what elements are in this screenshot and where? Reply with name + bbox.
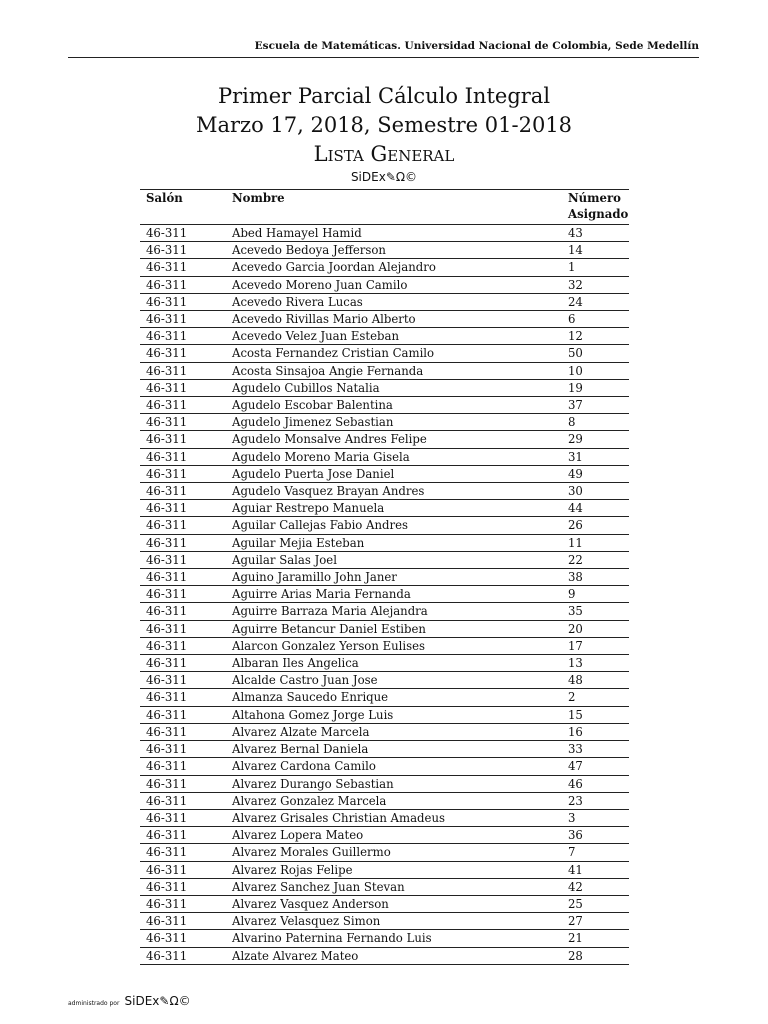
cell-numero: 29 — [562, 431, 629, 448]
cell-nombre: Alvarez Morales Guillermo — [226, 844, 562, 861]
cell-numero: 26 — [562, 517, 629, 534]
cell-salon: 46-311 — [140, 878, 226, 895]
cell-numero: 11 — [562, 534, 629, 551]
cell-nombre: Alvarino Paternina Fernando Luis — [226, 930, 562, 947]
table-row — [140, 414, 629, 431]
cell-nombre: Acosta Sinsajoa Angie Fernanda — [226, 362, 562, 379]
cell-salon: 46-311 — [140, 242, 226, 259]
table-row — [140, 741, 629, 758]
table-row — [140, 706, 629, 723]
table-row — [140, 758, 629, 775]
table-row — [140, 397, 629, 414]
cell-nombre: Agudelo Escobar Balentina — [226, 397, 562, 414]
cell-salon: 46-311 — [140, 792, 226, 809]
table-row — [140, 293, 629, 310]
table-row — [140, 827, 629, 844]
table-row — [140, 362, 629, 379]
cell-numero: 46 — [562, 775, 629, 792]
table-row — [140, 276, 629, 293]
table-row — [140, 861, 629, 878]
cell-salon: 46-311 — [140, 775, 226, 792]
table-row — [140, 311, 629, 328]
cell-numero: 44 — [562, 500, 629, 517]
cell-numero: 12 — [562, 328, 629, 345]
header-numero: Número Asignado — [568, 191, 629, 221]
page-footer — [68, 990, 191, 1009]
cell-numero: 16 — [562, 723, 629, 740]
cell-nombre: Acevedo Bedoya Jefferson — [226, 242, 562, 259]
cell-numero: 37 — [562, 397, 629, 414]
sidex-logo: SiDEx✎Ω© — [350, 170, 418, 184]
cell-numero: 22 — [562, 551, 629, 568]
cell-nombre: Alvarez Cardona Camilo — [226, 758, 562, 775]
cell-nombre: Aguilar Salas Joel — [226, 551, 562, 568]
cell-numero: 6 — [562, 311, 629, 328]
table-row — [140, 379, 629, 396]
table-row — [140, 913, 629, 930]
cell-salon: 46-311 — [140, 328, 226, 345]
cell-nombre: Aguiar Restrepo Manuela — [226, 500, 562, 517]
header-salon: Salón — [146, 191, 183, 205]
cell-nombre: Acevedo Rivillas Mario Alberto — [226, 311, 562, 328]
cell-salon: 46-311 — [140, 930, 226, 947]
cell-nombre: Acevedo Velez Juan Esteban — [226, 328, 562, 345]
table-row — [140, 723, 629, 740]
cell-numero: 2 — [562, 689, 629, 706]
cell-salon: 46-311 — [140, 569, 226, 586]
table-row — [140, 878, 629, 895]
cell-salon: 46-311 — [140, 689, 226, 706]
cell-nombre: Abed Hamayel Hamid — [226, 225, 562, 242]
cell-nombre: Acevedo Rivera Lucas — [226, 293, 562, 310]
cell-nombre: Aguino Jaramillo John Janer — [226, 569, 562, 586]
cell-salon: 46-311 — [140, 345, 226, 362]
cell-salon: 46-311 — [140, 259, 226, 276]
cell-numero: 31 — [562, 448, 629, 465]
cell-nombre: Agudelo Vasquez Brayan Andres — [226, 483, 562, 500]
cell-salon: 46-311 — [140, 500, 226, 517]
table-row — [140, 586, 629, 603]
cell-nombre: Acevedo Moreno Juan Camilo — [226, 276, 562, 293]
cell-nombre: Alvarez Velasquez Simon — [226, 913, 562, 930]
cell-salon: 46-311 — [140, 534, 226, 551]
cell-nombre: Alvarez Grisales Christian Amadeus — [226, 809, 562, 826]
cell-nombre: Agudelo Monsalve Andres Felipe — [226, 431, 562, 448]
cell-numero: 43 — [562, 225, 629, 242]
table-row — [140, 551, 629, 568]
footer-brand: SiDEx✎Ω© — [124, 994, 191, 1008]
cell-salon: 46-311 — [140, 276, 226, 293]
cell-salon: 46-311 — [140, 758, 226, 775]
table-row — [140, 259, 629, 276]
cell-numero: 19 — [562, 379, 629, 396]
title-block — [140, 82, 628, 184]
cell-nombre: Acevedo Garcia Joordan Alejandro — [226, 259, 562, 276]
cell-numero: 49 — [562, 465, 629, 482]
cell-numero: 28 — [562, 947, 629, 964]
cell-numero: 47 — [562, 758, 629, 775]
cell-nombre: Alvarez Rojas Felipe — [226, 861, 562, 878]
exam-title: Primer Parcial Cálculo Integral — [217, 84, 551, 108]
cell-salon: 46-311 — [140, 895, 226, 912]
table-row — [140, 569, 629, 586]
table-row — [140, 844, 629, 861]
cell-numero: 15 — [562, 706, 629, 723]
cell-nombre: Aguirre Barraza Maria Alejandra — [226, 603, 562, 620]
cell-nombre: Altahona Gomez Jorge Luis — [226, 706, 562, 723]
cell-nombre: Alvarez Sanchez Juan Stevan — [226, 878, 562, 895]
table-row — [140, 637, 629, 654]
table-row — [140, 465, 629, 482]
cell-nombre: Albaran Iles Angelica — [226, 655, 562, 672]
cell-nombre: Alvarez Gonzalez Marcela — [226, 792, 562, 809]
table-row — [140, 689, 629, 706]
cell-numero: 14 — [562, 242, 629, 259]
cell-salon: 46-311 — [140, 431, 226, 448]
cell-numero: 17 — [562, 637, 629, 654]
cell-numero: 20 — [562, 620, 629, 637]
table-header-row — [140, 190, 629, 225]
cell-numero: 30 — [562, 483, 629, 500]
cell-numero: 27 — [562, 913, 629, 930]
table-row — [140, 672, 629, 689]
cell-numero: 3 — [562, 809, 629, 826]
cell-nombre: Alarcon Gonzalez Yerson Eulises — [226, 637, 562, 654]
table-row — [140, 500, 629, 517]
cell-nombre: Agudelo Cubillos Natalia — [226, 379, 562, 396]
cell-numero: 41 — [562, 861, 629, 878]
cell-salon: 46-311 — [140, 620, 226, 637]
cell-salon: 46-311 — [140, 861, 226, 878]
cell-salon: 46-311 — [140, 706, 226, 723]
cell-numero: 48 — [562, 672, 629, 689]
cell-numero: 35 — [562, 603, 629, 620]
cell-salon: 46-311 — [140, 947, 226, 964]
cell-nombre: Agudelo Jimenez Sebastian — [226, 414, 562, 431]
cell-salon: 46-311 — [140, 844, 226, 861]
list-title: Lista General — [313, 142, 455, 166]
cell-nombre: Alvarez Alzate Marcela — [226, 723, 562, 740]
cell-salon: 46-311 — [140, 483, 226, 500]
cell-salon: 46-311 — [140, 655, 226, 672]
table-row — [140, 517, 629, 534]
cell-nombre: Aguilar Mejia Esteban — [226, 534, 562, 551]
table-row — [140, 242, 629, 259]
exam-date: Marzo 17, 2018, Semestre 01-2018 — [195, 113, 573, 137]
cell-numero: 13 — [562, 655, 629, 672]
cell-numero: 33 — [562, 741, 629, 758]
cell-nombre: Alcalde Castro Juan Jose — [226, 672, 562, 689]
cell-numero: 7 — [562, 844, 629, 861]
cell-salon: 46-311 — [140, 414, 226, 431]
cell-nombre: Aguirre Arias Maria Fernanda — [226, 586, 562, 603]
cell-numero: 24 — [562, 293, 629, 310]
header-nombre: Nombre — [232, 191, 285, 205]
table-row — [140, 328, 629, 345]
cell-salon: 46-311 — [140, 517, 226, 534]
cell-salon: 46-311 — [140, 311, 226, 328]
cell-nombre: Aguilar Callejas Fabio Andres — [226, 517, 562, 534]
cell-nombre: Aguirre Betancur Daniel Estiben — [226, 620, 562, 637]
table-row — [140, 483, 629, 500]
cell-salon: 46-311 — [140, 603, 226, 620]
cell-numero: 38 — [562, 569, 629, 586]
cell-salon: 46-311 — [140, 551, 226, 568]
cell-salon: 46-311 — [140, 741, 226, 758]
cell-nombre: Acosta Fernandez Cristian Camilo — [226, 345, 562, 362]
cell-salon: 46-311 — [140, 913, 226, 930]
cell-nombre: Agudelo Moreno Maria Gisela — [226, 448, 562, 465]
cell-nombre: Alzate Alvarez Mateo — [226, 947, 562, 964]
cell-numero: 21 — [562, 930, 629, 947]
table-row — [140, 775, 629, 792]
cell-nombre: Agudelo Puerta Jose Daniel — [226, 465, 562, 482]
cell-nombre: Alvarez Bernal Daniela — [226, 741, 562, 758]
table-row — [140, 620, 629, 637]
cell-numero: 9 — [562, 586, 629, 603]
cell-salon: 46-311 — [140, 827, 226, 844]
cell-numero: 50 — [562, 345, 629, 362]
cell-salon: 46-311 — [140, 723, 226, 740]
cell-salon: 46-311 — [140, 397, 226, 414]
page-header — [68, 38, 699, 58]
cell-numero: 10 — [562, 362, 629, 379]
cell-salon: 46-311 — [140, 362, 226, 379]
table-row — [140, 603, 629, 620]
cell-salon: 46-311 — [140, 586, 226, 603]
cell-nombre: Almanza Saucedo Enrique — [226, 689, 562, 706]
cell-nombre: Alvarez Vasquez Anderson — [226, 895, 562, 912]
cell-numero: 25 — [562, 895, 629, 912]
cell-numero: 42 — [562, 878, 629, 895]
institution-name: Escuela de Matemáticas. Universidad Nacional de Colombia, Sede Medellín — [254, 40, 699, 52]
cell-numero: 23 — [562, 792, 629, 809]
table-row — [140, 930, 629, 947]
table-row — [140, 809, 629, 826]
table-row — [140, 345, 629, 362]
cell-salon: 46-311 — [140, 293, 226, 310]
cell-salon: 46-311 — [140, 225, 226, 242]
admin-label: administrado por — [68, 1000, 120, 1007]
cell-salon: 46-311 — [140, 379, 226, 396]
cell-nombre: Alvarez Lopera Mateo — [226, 827, 562, 844]
cell-salon: 46-311 — [140, 809, 226, 826]
table-row — [140, 534, 629, 551]
table-row — [140, 792, 629, 809]
table-row — [140, 431, 629, 448]
student-list-table — [140, 189, 629, 965]
table-row — [140, 225, 629, 242]
table-row — [140, 655, 629, 672]
cell-nombre: Alvarez Durango Sebastian — [226, 775, 562, 792]
cell-numero: 32 — [562, 276, 629, 293]
cell-salon: 46-311 — [140, 637, 226, 654]
table-row — [140, 448, 629, 465]
cell-salon: 46-311 — [140, 465, 226, 482]
cell-numero: 36 — [562, 827, 629, 844]
table-row — [140, 947, 629, 964]
cell-numero: 8 — [562, 414, 629, 431]
cell-salon: 46-311 — [140, 448, 226, 465]
table-row — [140, 895, 629, 912]
cell-salon: 46-311 — [140, 672, 226, 689]
cell-numero: 1 — [562, 259, 629, 276]
